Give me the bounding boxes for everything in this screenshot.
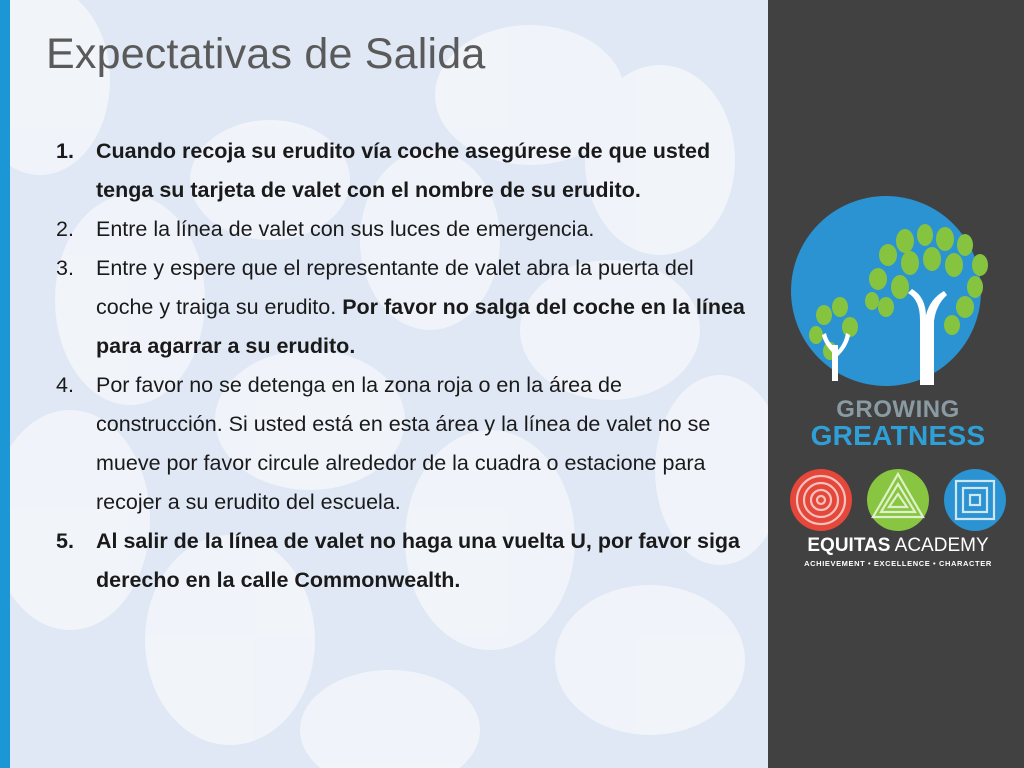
left-accent-stripe [0,0,10,768]
list-item [50,132,750,210]
list-number: 2. [56,217,74,241]
list-item [50,366,750,522]
list-number: 1. [56,139,74,163]
list-text: Por favor no se detenga en la zona roja o en la área de construcción. Si usted está en esta área y la línea de valet no se mueve por favor circule alrededor de la cuadra o estacione para recojer a su erudito del escuela. [96,373,711,514]
logo-academy-name [780,535,1016,557]
list-text-bold: Por favor no salga del coche en la línea para agarrar a su erudito. [96,295,745,358]
list-item [50,210,750,249]
instruction-list [50,132,750,600]
logo-greatness-text: GREATNESS [810,420,986,451]
logo-academy-bold: EQUITAS [807,535,891,556]
list-text-bold: Cuando recoja su erudito vía coche asegúrese de que usted tenga su tarjeta de valet con el nombre de su erudito. [96,139,711,202]
red-spiral-icon [790,469,852,531]
green-triangle-icon [867,469,929,531]
tree-icon [791,196,988,386]
list-text-bold: Al salir de la línea de valet no haga una vuelta U, por favor siga derecho en la calle Commonwealth. [96,529,741,592]
logo-tagline: ACHIEVEMENT • EXCELLENCE • CHARACTER [804,559,992,568]
list-item [50,522,750,600]
blue-square-icon [944,469,1006,531]
list-number: 4. [56,373,74,397]
list-item [50,249,750,366]
slide-title: Expectativas de Salida [46,30,486,78]
logo-graphics [780,195,1016,585]
logo-growing-text: GROWING [836,396,960,423]
list-number: 3. [56,256,74,280]
list-text: Entre la línea de valet con sus luces de emergencia. [96,217,595,241]
logo-academy-rest: ACADEMY [894,535,989,556]
equitas-logo [780,195,1016,585]
list-number: 5. [56,529,74,553]
list-text: Entre y espere que el representante de valet abra la puerta del coche y traiga su erudito. [96,256,694,319]
